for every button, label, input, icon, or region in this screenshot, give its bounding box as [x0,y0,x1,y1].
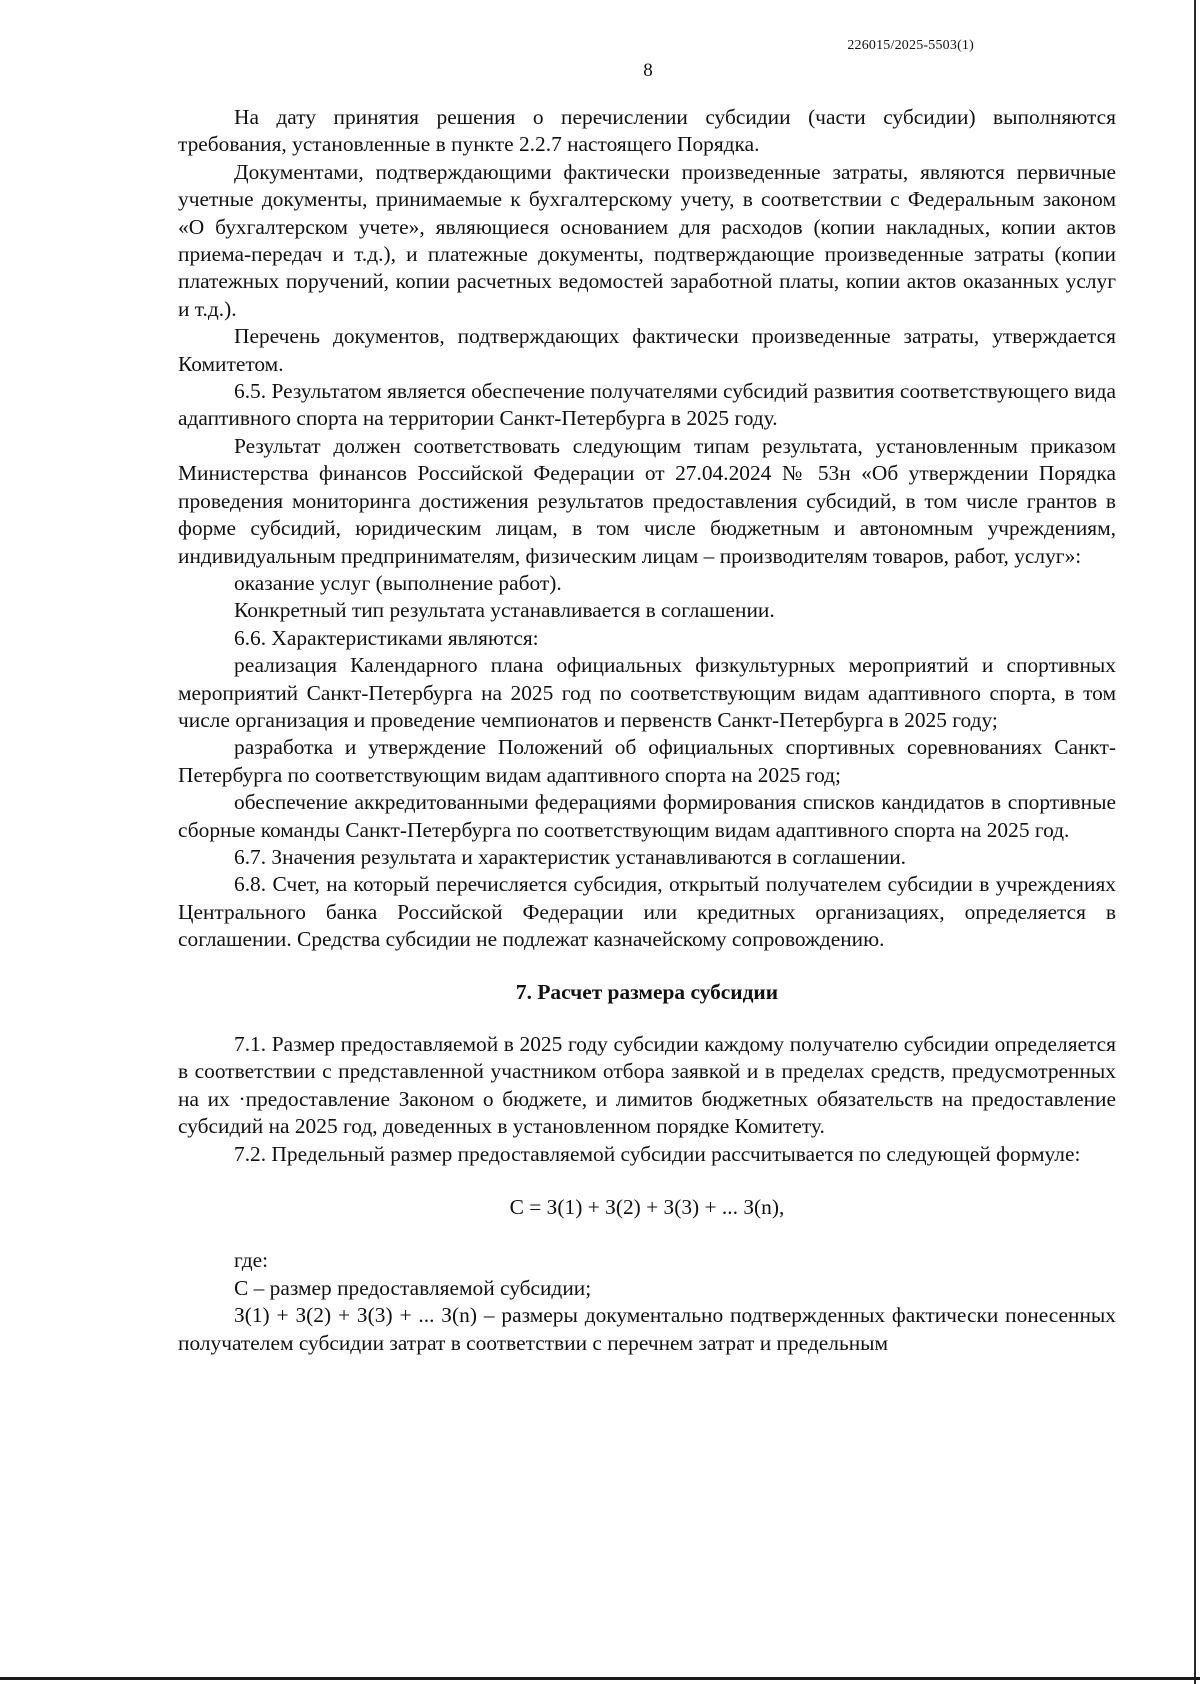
scan-edge-bottom [0,1677,1200,1680]
paragraph: 6.5. Результатом является обеспечение получателями субсидий развития соответствующего вида адаптивного спорта на территории Санкт-Петербурга в 2025 году. [178,379,1116,431]
paragraph: Результат должен соответствовать следующим типам результата, установленным приказом Министерства финансов Российской Федерации от 27.04.2024 № 53н «Об утверждении Порядка проведения мониторинга достижения результатов предоставления субсидий, в том числе грантов в форме субсидий, юридическим лицам, в том числе бюджетным и автономным учреждениям, индивидуальным предпринимателям, физическим лицам – производителям товаров, работ, услуг»: [178,433,1116,568]
scan-edge-right [1194,0,1196,1684]
paragraph: 6.8. Счет, на который перечисляется субсидия, открытый получателем субсидии в учреждениях Центрального банка Российской Федерации или кредитных организациях, определяется в соглашении. Средства субсидии не подлежат казначейскому сопровождению. [178,872,1116,952]
paragraph: разработка и утверждение Положений об официальных спортивных соревнованиях Санкт-Петербурга по соответствующим видам адаптивного спорта на 2025 год; [178,735,1116,787]
paragraph: обеспечение аккредитованными федерациями формирования списков кандидатов в спортивные сборные команды Санкт-Петербурга по соответствующим видам адаптивного спорта на 2025 год. [178,790,1116,842]
paragraph: оказание услуг (выполнение работ). [234,570,562,595]
paragraph: На дату принятия решения о перечислении субсидии (части субсидии) выполняются требования, установленные в пункте 2.2.7 настоящего Порядка. [178,105,1116,157]
paragraph: 6.6. Характеристиками являются: [234,625,539,650]
section-heading: 7. Расчет размера субсидии [515,979,779,1004]
paragraph: 7.1. Размер предоставляемой в 2025 году субсидии каждому получателю субсидии определяется в соответствии с представленной участником отбора заявкой и в пределах средств, предусмотренных на их ·предоставление Законом о бюджете, и лимитов бюджетных обязательств на предоставление субсидий на 2025 год, доведенных в установленном порядке Комитету. [178,1032,1116,1139]
paragraph: С – размер предоставляемой субсидии; [234,1275,592,1300]
formula: С = З(1) + З(2) + З(3) + ... З(n), [509,1195,785,1220]
paragraph: реализация Календарного плана официальных физкультурных мероприятий и спортивных мероприятий Санкт-Петербурга на 2025 год по соответствующим видам адаптивного спорта, в том числе организация и проведение чемпионатов и первенств Санкт-Петербурга в 2025 году; [178,653,1116,732]
paragraph: 7.2. Предельный размер предоставляемой субсидии рассчитывается по следующей формуле: [234,1141,1081,1166]
paragraph: Документами, подтверждающими фактически произведенные затраты, являются первичные учетные документы, принимаемые к бухгалтерскому учету, в соответствии с Федеральным законом «О бухгалтерском учете», являющиеся основанием для расходов (копии накладных, копии актов приема-передач и т.д.), и платежные документы, подтверждающие произведенные затраты (копии платежных поручений, копии расчетных ведомостей заработной платы, копии актов оказанных услуг и т.д.). [178,159,1116,321]
document-number: 226015/2025-5503(1) [847,38,974,53]
paragraph: Конкретный тип результата устанавливается в соглашении. [234,598,775,623]
page-number: 8 [643,60,653,81]
paragraph: З(1) + З(2) + З(3) + ... З(n) – размеры документально подтвержденных фактически понесенных получателем субсидии затрат в соответствии с перечнем затрат и предельным [178,1303,1116,1355]
paragraph: где: [234,1248,269,1273]
paragraph: 6.7. Значения результата и характеристик устанавливаются в соглашении. [234,844,907,869]
document-body [178,104,1116,1357]
paragraph: Перечень документов, подтверждающих фактически произведенные затраты, утверждается Комитетом. [178,324,1116,376]
